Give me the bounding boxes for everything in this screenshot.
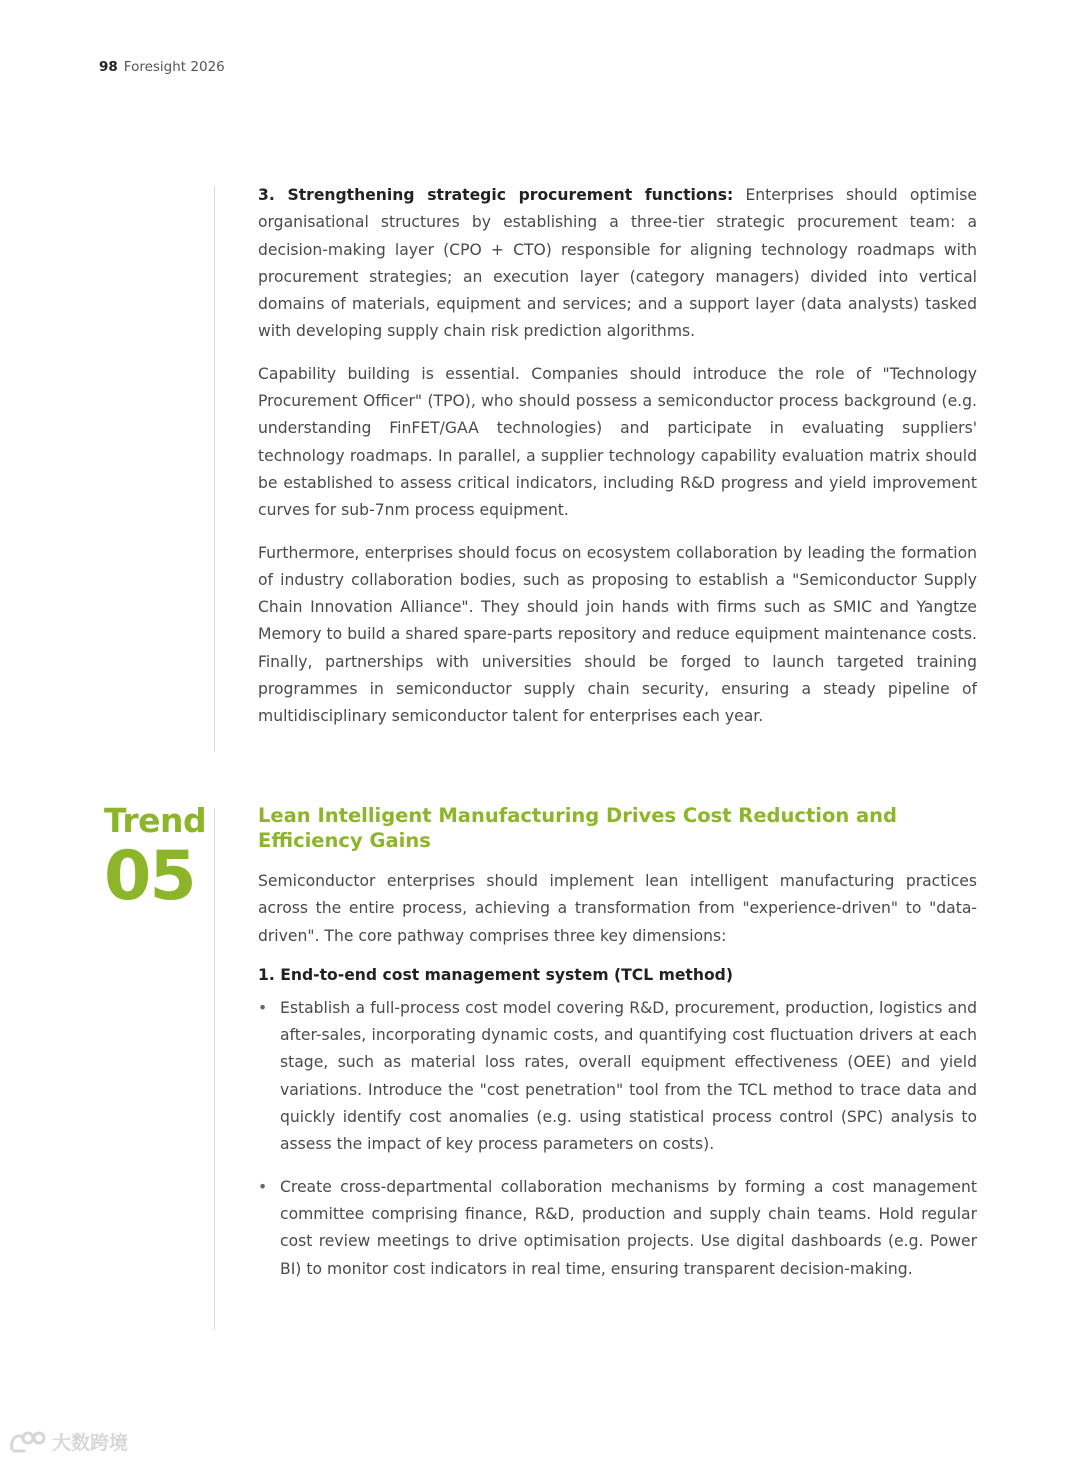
ecosystem-paragraph: Furthermore, enterprises should focus on ecosystem collaboration by leading the formation of industry collaboration bodies, such as proposing to establish a "Semiconductor Supply Chain Innovation Alliance". They should join hands with firms such as SMIC and Yangtze Memory to build a shared spare-parts repository and reduce equipment maintenance costs. Finally, partnerships with universities should be forged to launch targeted training programmes in semiconductor supply chain security, ensuring a steady pipeline of multidisciplinary semiconductor talent for enterprises each year. [258,543,977,726]
column-divider-top [214,186,215,752]
publication-title: Foresight 2026 [123,59,225,75]
list-item [258,995,977,1159]
bullet-icon: • [258,1177,268,1196]
bullet-text: Create cross-departmental collaboration mechanisms by forming a cost management committee comprising finance, R&D, production and supply chain teams. Hold regular cost review meetings to drive optimisation projects. Use digital dashboards (e.g. Power BI) to monitor cost indicators in real time, ensuring transparent decision-making. [280,1177,977,1278]
bullet-icon: • [258,998,268,1017]
page-number: 98 [99,59,118,75]
page-header [99,59,225,75]
column-divider-bottom [214,808,215,1330]
watermark [8,1428,128,1455]
trend-subheading: 1. End-to-end cost management system (TCL method) [258,965,733,984]
bullet-list [258,995,977,1283]
procurement-section [258,182,977,731]
list-item [258,1174,977,1283]
bullet-text: Establish a full-process cost model covering R&D, procurement, production, logistics and after-sales, incorporating dynamic costs, and quantifying cost fluctuation drivers at each stage, such as material loss rates, overall equipment effectiveness (OEE) and yield variations. Introduce the "cost penetration" tool from the TCL method to trace data and quickly identify cost anomalies (e.g. using statistical process control (SPC) analysis to assess the impact of key process parameters on costs). [280,998,977,1154]
trend-label [104,801,207,916]
trend-word: Trend [104,801,207,840]
trend-title: Lean Intelligent Manufacturing Drives Cost Reduction and Efficiency Gains [258,804,898,852]
capability-paragraph: Capability building is essential. Companies should introduce the role of "Technology Procurement Officer" (TPO), who should possess a semiconductor process background (e.g. understanding FinFET/GAA technologies) and participate in evaluating suppliers' technology roadmaps. In parallel, a supplier technology capability evaluation matrix should be established to assess critical indicators, including R&D progress and yield improvement curves for sub-7nm process equipment. [258,364,977,520]
trend-number: 05 [104,837,195,916]
procurement-lead: 3. Strengthening strategic procurement functions: [258,186,734,204]
procurement-paragraph [258,182,977,346]
procurement-body: Enterprises should optimise organisational structures by establishing a three-tier strategic procurement team: a decision-making layer (CPO + CTO) responsible for aligning technology roadmaps with procurement strategies; an execution layer (category managers) divided into vertical domains of materials, equipment and services; and a support layer (data analysts) tasked with developing supply chain risk prediction algorithms. [258,186,978,341]
trend-section [258,803,977,1283]
trend-intro: Semiconductor enterprises should implement lean intelligent manufacturing practices across the entire process, achieving a transformation from "experience-driven" to "data-driven". The core pathway comprises three key dimensions: [258,872,977,945]
watermark-logo-icon [8,1429,46,1455]
watermark-text: 大数跨境 [52,1432,129,1454]
